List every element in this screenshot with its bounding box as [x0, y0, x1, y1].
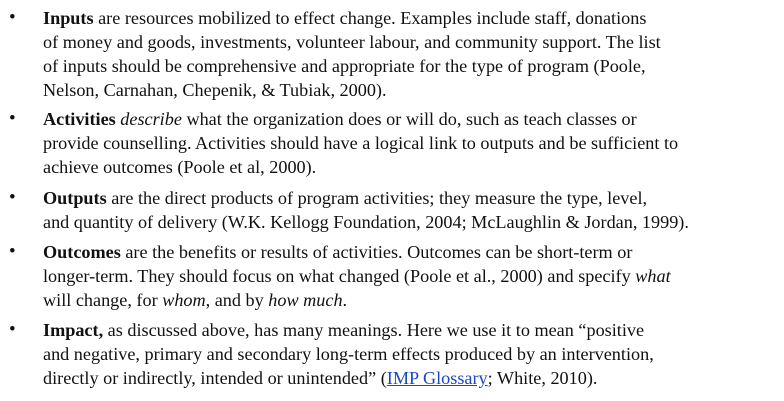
- impact-paragraph: Impact, as discussed above, has many meanings. Here we use it to mean “positive and negative, primary and secondary long-term effects produced by an intervention, directly or indirectly, intended or unintended” (IMP Glossary; White, 2010).: [43, 320, 654, 388]
- term-inputs: Inputs: [43, 8, 94, 28]
- term-impact: Impact,: [43, 320, 104, 340]
- bullet-marker: •: [9, 108, 16, 129]
- bullet-marker: •: [9, 7, 16, 28]
- inputs-paragraph: Inputs are resources mobilized to effect change. Examples include staff, donations of money and goods, investments, volunteer labour, and community support. The list of inputs should be comprehensive and appropriate for the type of program (Poole, Nelson, Carnahan, Chepenik, & Tubiak, 2000).: [43, 8, 661, 100]
- term-outcomes: Outcomes: [43, 242, 121, 262]
- term-outputs: Outputs: [43, 188, 107, 208]
- bullet-marker: •: [9, 319, 16, 340]
- outputs-paragraph: Outputs are the direct products of program activities; they measure the type, level, and quantity of delivery (W.K. Kellogg Foundation, 2004; McLaughlin & Jordan, 1999).: [43, 188, 689, 232]
- imp-glossary-link[interactable]: IMP Glossary: [386, 368, 488, 388]
- activities-paragraph: Activities describe what the organization does or will do, such as teach classes or provide counselling. Activities should have a logical link to outputs and be sufficient to achieve outcomes (Poole et al, 2000).: [43, 109, 679, 177]
- term-activities: Activities: [43, 109, 116, 129]
- outcomes-paragraph: Outcomes are the benefits or results of activities. Outcomes can be short-term or longer-term. They should focus on what changed (Poole et al., 2000) and specify what will change, for whom, and by how much.: [43, 242, 671, 310]
- bullet-marker: •: [9, 187, 16, 208]
- bullet-marker: •: [9, 241, 16, 262]
